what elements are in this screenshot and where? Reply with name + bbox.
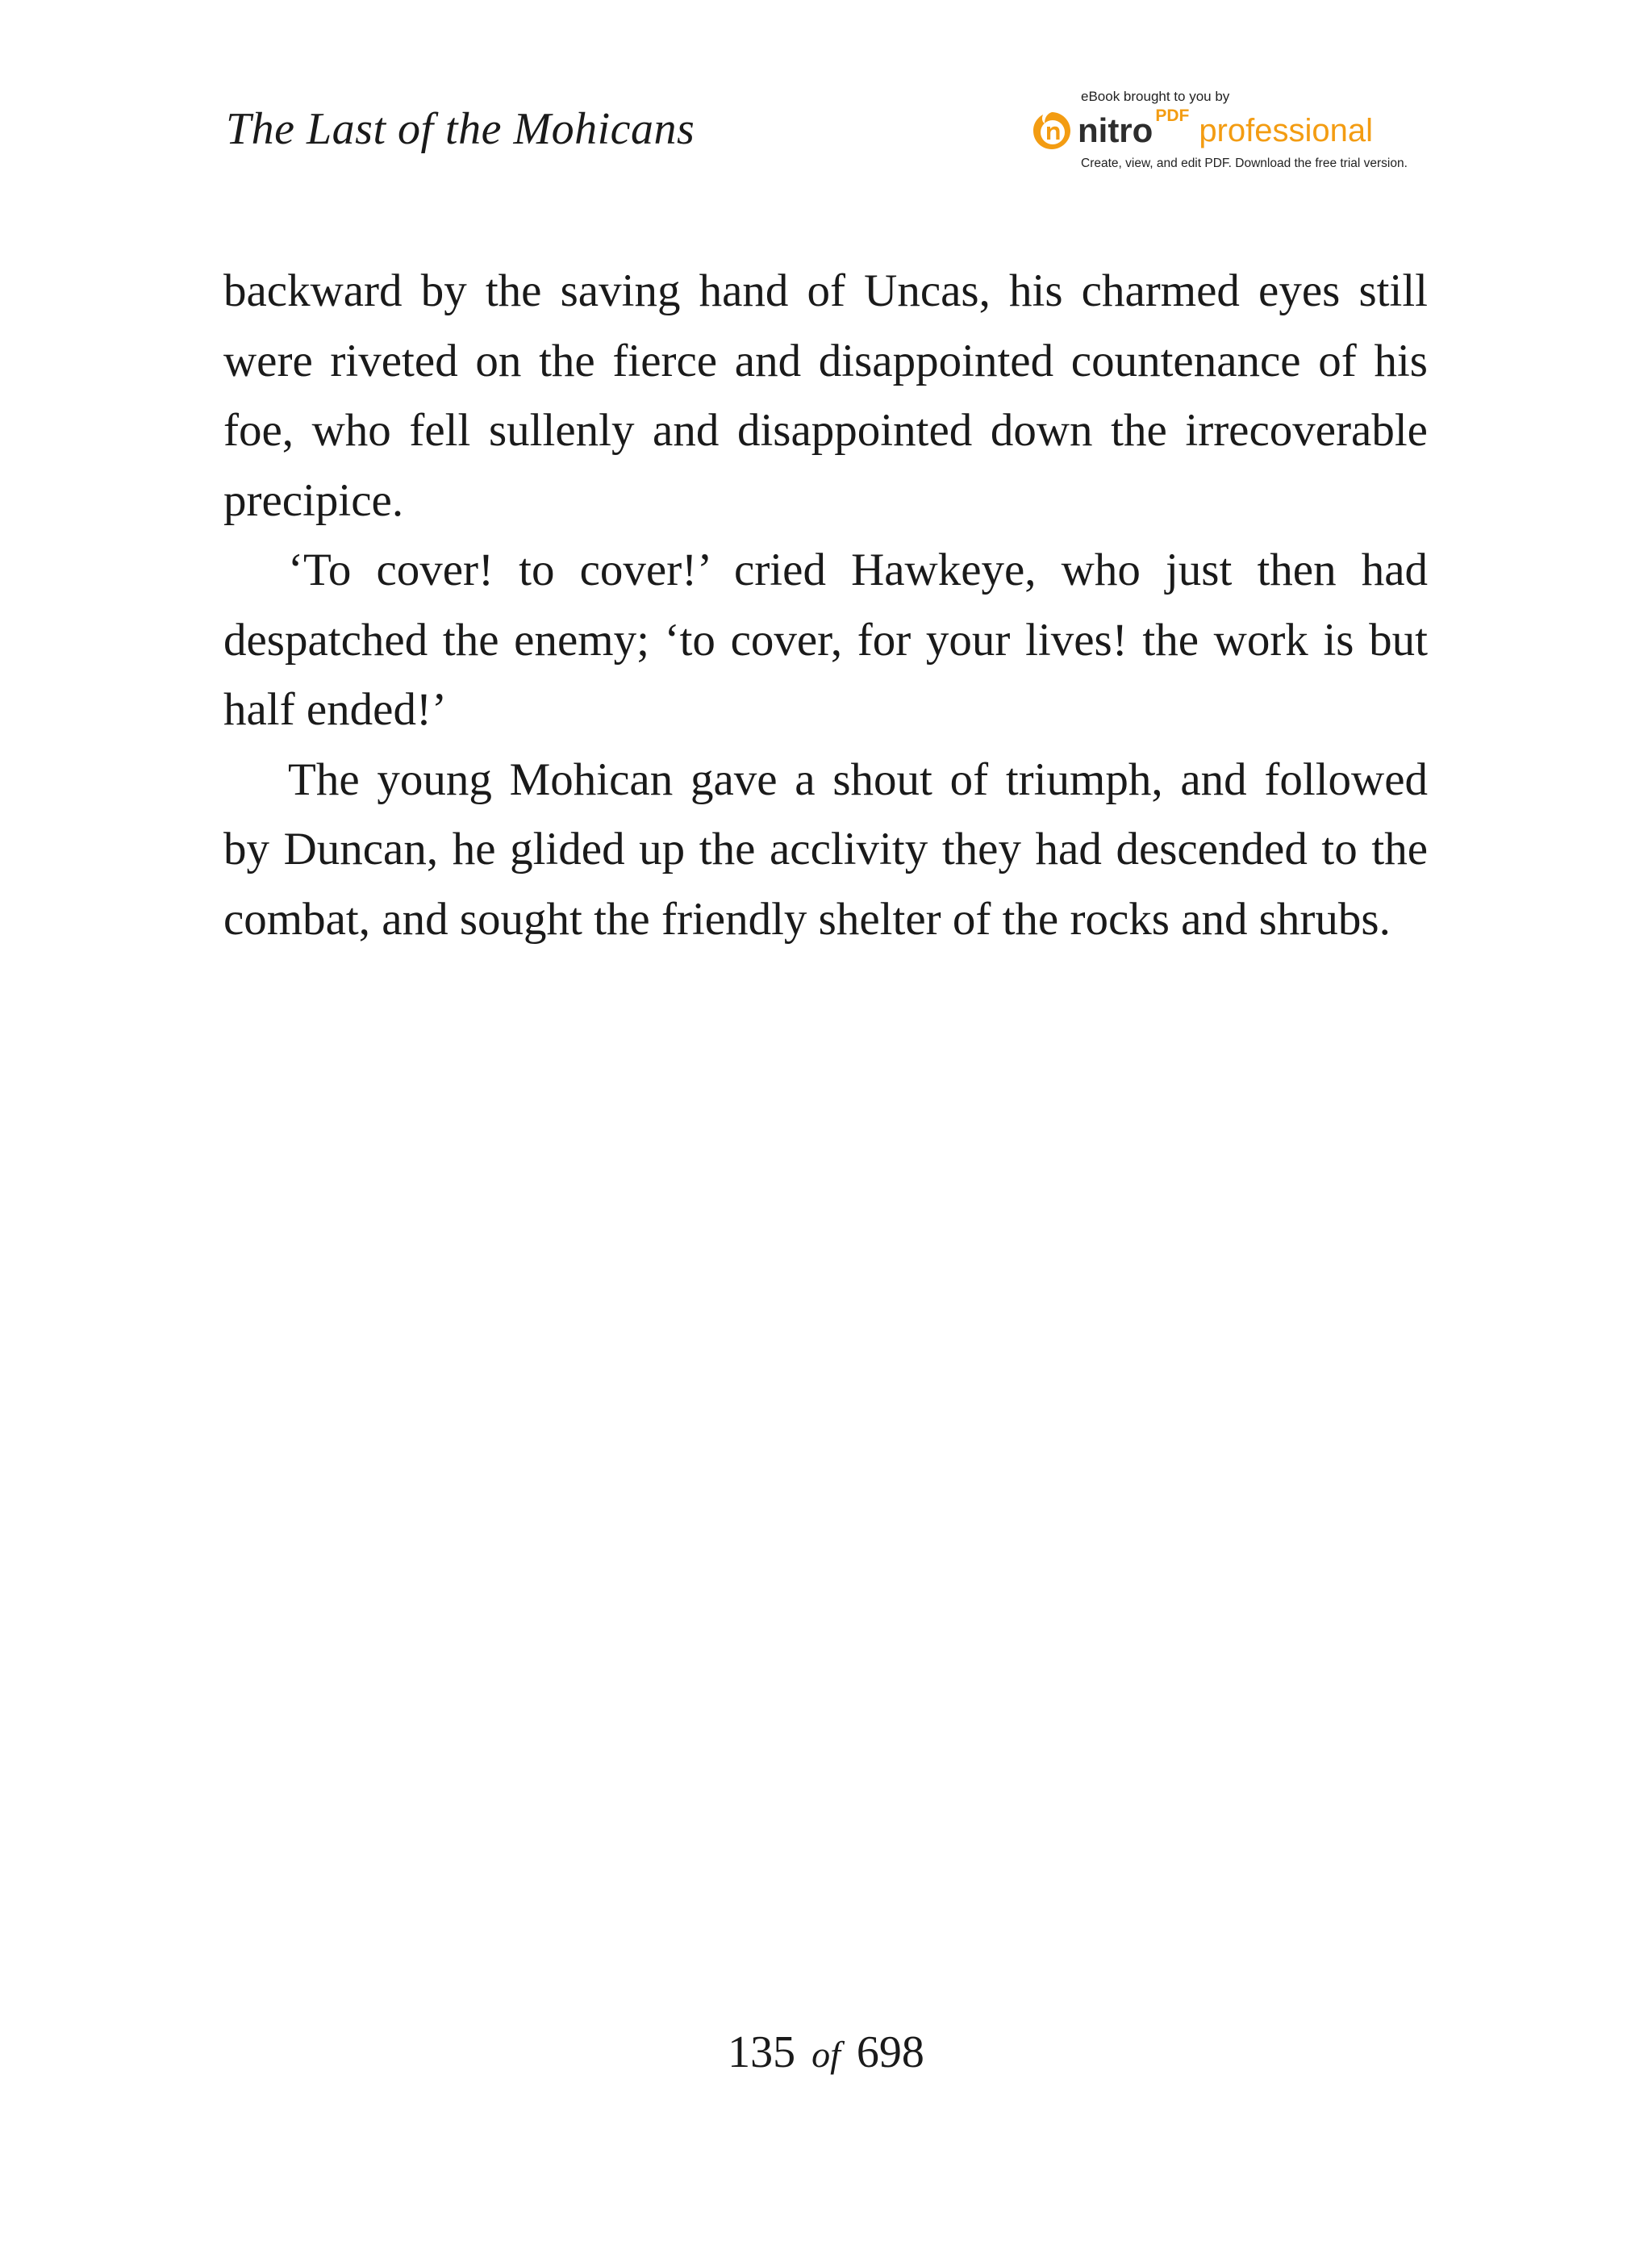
page-number-total: 698 [856,2027,924,2077]
banner-tagline: eBook brought to you by [1081,89,1230,104]
banner-brand: nitro [1078,111,1153,149]
banner-brand-superscript: PDF [1155,106,1190,125]
paragraph-2: ‘To cover! to cover!’ cried Hawkeye, who just then had despatched the enemy; ‘to cover, for your lives! the work is but half ended!’ [223,545,1428,735]
nitro-pdf-banner[interactable] [1031,89,1418,177]
banner-subline: Create, view, and edit PDF. Download the free trial version. [1081,157,1408,170]
body-text [223,257,1428,954]
banner-logo-row [1031,105,1373,157]
paragraph-3: The young Mohican gave a shout of triumph, and followed by Duncan, he glided up the acclivity they had descended to the combat, and sought the friendly shelter of the rocks and shrubs. [223,753,1428,945]
nitro-logo-icon [1031,110,1073,152]
running-head-title: The Last of the Mohicans [226,104,695,154]
paragraph-1: backward by the saving hand of Uncas, his charmed eyes still were riveted on the fierce and disappointed countenance of his foe, who fell sullenly and disappointed down the irrecoverable precipice. [223,265,1428,526]
banner-edition: professional [1199,112,1373,148]
page-number-current: 135 [728,2027,796,2077]
page-number [0,2027,1652,2078]
page-number-of: of [811,2034,841,2075]
